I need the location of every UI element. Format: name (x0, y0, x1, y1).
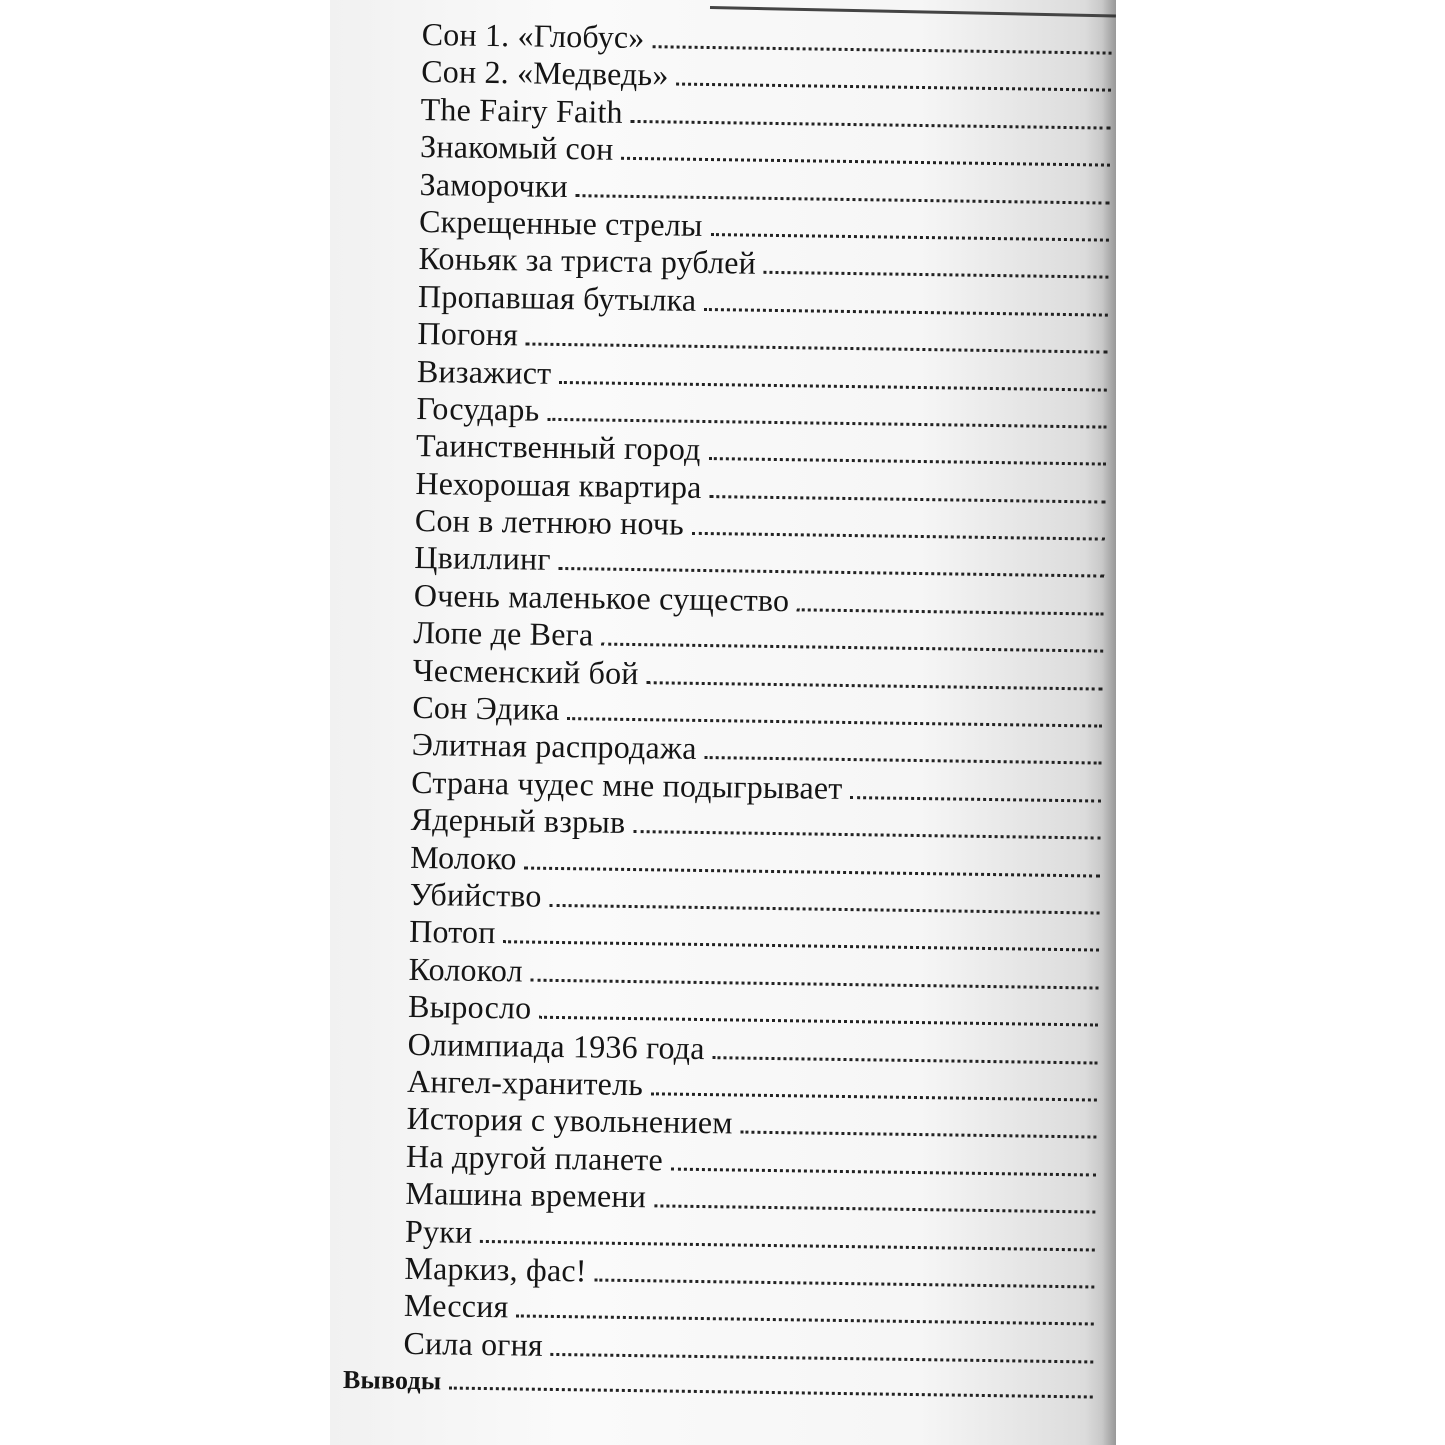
dot-leader (692, 532, 1105, 541)
toc-entry-title: Элитная распродажа (411, 726, 697, 767)
dot-leader (526, 343, 1108, 354)
dot-leader (654, 1204, 1095, 1213)
toc-entry-title: Нехорошая квартира (415, 464, 702, 505)
toc-entry-title: Страна чудес мне подыгрывает (411, 763, 843, 806)
toc-entry-title: Визажист (416, 352, 552, 391)
toc-entry-title: Заморочки (419, 165, 569, 204)
dot-leader (576, 194, 1110, 204)
dot-leader (539, 1016, 1098, 1027)
toc-entry-title: Олимпиада 1936 года (407, 1025, 705, 1066)
dot-leader (646, 681, 1102, 690)
dot-leader (595, 1278, 1095, 1288)
dot-leader (559, 567, 1105, 578)
toc-entry-title: На другой планете (405, 1137, 664, 1178)
toc-entry-title: Государь (416, 389, 540, 428)
toc-entry-title: Цвиллинг (414, 539, 551, 578)
dot-leader (764, 271, 1109, 279)
dot-leader (480, 1239, 1095, 1251)
book-page (330, 0, 1116, 1445)
dot-leader (709, 457, 1106, 466)
toc-entry-title: История с увольнением (406, 1100, 734, 1141)
table-of-contents (342, 16, 1112, 1409)
toc-entry-title: Сила огня (403, 1324, 544, 1363)
dot-leader (503, 941, 1099, 952)
toc-entry-title: Очень маленькое существо (413, 576, 790, 619)
toc-entry-title: Выводы (342, 1365, 442, 1396)
dot-leader (524, 866, 1100, 877)
dot-leader (449, 1387, 1093, 1399)
dot-leader (741, 1131, 1097, 1139)
toc-entry-title: Колокол (408, 950, 524, 989)
toc-entry-title: Маркиз, фас! (404, 1249, 587, 1289)
toc-entry-title: Лопе де Вега (413, 614, 594, 653)
toc-entry-title: Мессия (403, 1287, 509, 1325)
toc-entry-title: Машина времени (405, 1174, 647, 1215)
dot-leader (549, 904, 1099, 915)
toc-entry-title: Убийство (409, 875, 542, 914)
dot-leader (516, 1315, 1094, 1326)
toc-entry-title: Чесменский бой (412, 651, 639, 691)
page-edge-shadow (1102, 0, 1116, 1445)
dot-leader (704, 756, 1101, 765)
dot-leader (621, 157, 1110, 167)
dot-leader (671, 1167, 1096, 1176)
toc-entry-title: Знакомый сон (419, 128, 614, 167)
toc-entry-title: Сон 2. «Медведь» (420, 53, 669, 93)
toc-entry-title: Потоп (408, 913, 496, 951)
dot-leader (711, 233, 1109, 242)
toc-entry-title: Сон 1. «Глобус» (421, 16, 645, 56)
toc-entry-title: Руки (404, 1212, 473, 1250)
dot-leader (631, 120, 1111, 130)
dot-leader (551, 1353, 1094, 1364)
dot-leader (797, 608, 1104, 615)
toc-entry-title: Сон Эдика (412, 688, 560, 728)
dot-leader (567, 717, 1102, 727)
toc-entry-title: Ангел-хранитель (406, 1062, 644, 1103)
dot-leader (709, 495, 1105, 504)
toc-entry-title: Таинственный город (415, 427, 701, 468)
dot-leader (713, 1056, 1098, 1064)
toc-entry-title: Скрещенные стрелы (418, 202, 703, 243)
dot-leader (850, 796, 1101, 803)
dot-leader (651, 1092, 1097, 1101)
header-rule (710, 6, 1116, 18)
toc-entry-title: Коньяк за триста рублей (418, 240, 757, 282)
dot-leader (601, 643, 1103, 653)
dot-leader (704, 308, 1108, 317)
toc-entry-title: Погоня (417, 315, 519, 353)
toc-entry-title: Сон в летнюю ночь (414, 502, 685, 542)
toc-entry-title: The Fairy Faith (420, 90, 624, 130)
dot-leader (652, 45, 1111, 54)
toc-entry-title: Выросло (407, 988, 532, 1026)
dot-leader (559, 380, 1107, 391)
toc-entry-title: Пропавшая бутылка (417, 277, 697, 318)
toc-entry-title: Ядерный взрыв (410, 801, 626, 841)
dot-leader (676, 83, 1111, 92)
dot-leader (531, 978, 1099, 989)
toc-entry-title: Молоко (410, 838, 517, 876)
dot-leader (633, 830, 1100, 840)
dot-leader (547, 418, 1106, 429)
